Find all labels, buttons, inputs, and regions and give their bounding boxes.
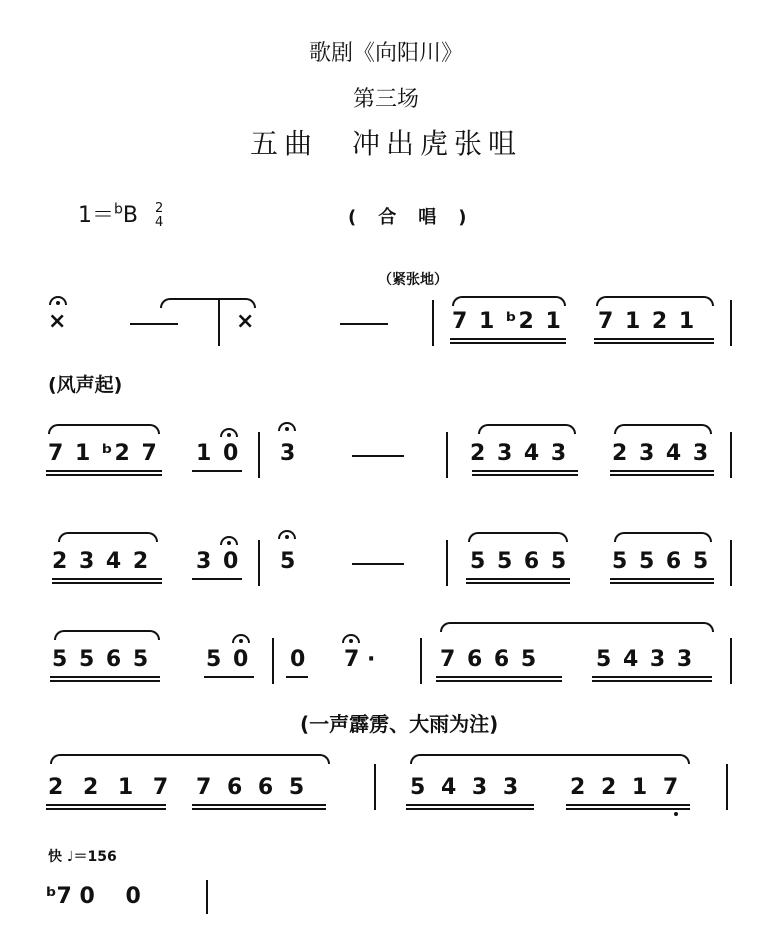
extension-dash [130, 323, 178, 325]
note-group: × [236, 309, 255, 334]
score-row-1 [0, 290, 772, 360]
note-group: 3 0 [196, 549, 241, 574]
extension-dash [352, 563, 404, 565]
note-group: 2 2 1 7 [48, 775, 175, 800]
barline [432, 300, 434, 346]
slur [160, 298, 256, 308]
fermata-icon [278, 530, 296, 539]
meter-top: 2 [154, 201, 164, 216]
slur [478, 424, 576, 434]
slur [48, 424, 160, 434]
barline [218, 300, 220, 346]
underline-double [566, 804, 690, 810]
key-flat: b [114, 201, 123, 218]
score-row-5 [0, 744, 772, 824]
fermata-icon [220, 536, 238, 545]
extension-dash [352, 455, 404, 457]
underline-double [610, 470, 714, 476]
barline [258, 432, 260, 478]
final-measure: ᵇ7 0 0 [46, 884, 141, 909]
note-group: 2 3 4 3 [470, 441, 569, 466]
underline-double [594, 338, 714, 344]
barline [258, 540, 260, 586]
barline [446, 432, 448, 478]
fermata-icon [342, 634, 360, 643]
score-row-2 [0, 418, 772, 488]
song-title: 五曲 冲出虎张咀 [249, 127, 522, 160]
tempo-marking: 快 ♩＝156 [48, 849, 117, 865]
fermata-icon [49, 296, 67, 305]
scene-title: 第三场 [352, 87, 419, 112]
key-signature [78, 198, 163, 230]
annotation-wind: (风声起) [48, 374, 123, 396]
note-group: 7 1 ᵇ2 1 [452, 309, 563, 334]
underline-double [450, 338, 566, 344]
key-prefix: 1＝ [78, 203, 114, 228]
barline [730, 638, 732, 684]
note-group: 5 5 6 5 [612, 549, 711, 574]
barline [726, 764, 728, 810]
note-group: 7 · [344, 647, 376, 672]
barline [272, 638, 274, 684]
note-group: 5 4 3 3 [596, 647, 695, 672]
fermata-icon [220, 428, 238, 437]
fermata-icon [232, 634, 250, 643]
underline-single [192, 470, 242, 472]
note-group: 7 1 2 1 [598, 309, 697, 334]
barline [420, 638, 422, 684]
extension-dash [340, 323, 388, 325]
slur [614, 532, 712, 542]
note-group: 5 5 6 5 [470, 549, 569, 574]
note-group: 5 [280, 549, 296, 574]
fermata-icon [278, 422, 296, 431]
note-group: 0 [290, 647, 306, 672]
opera-title: 歌剧《向阳川》 [308, 41, 463, 66]
barline [730, 300, 732, 346]
underline-double [406, 804, 534, 810]
slur [614, 424, 712, 434]
lower-octave-dot [674, 812, 678, 816]
note-group: 2 2 1 7 [570, 775, 683, 800]
note-group: × [48, 309, 67, 334]
underline-single [192, 578, 242, 580]
note-group: 5 5 6 5 [52, 647, 151, 672]
time-signature [155, 202, 163, 230]
underline-double [192, 804, 326, 810]
barline [730, 432, 732, 478]
note-group: 5 4 3 3 [410, 775, 523, 800]
annotation-tense: （紧张地） [378, 272, 448, 288]
slur [54, 630, 160, 640]
underline-double [46, 804, 166, 810]
underline-double [52, 578, 162, 584]
underline-single [286, 676, 308, 678]
slur [58, 532, 158, 542]
note-group: 3 [280, 441, 296, 466]
underline-double [436, 676, 562, 682]
barline [446, 540, 448, 586]
underline-single [204, 676, 254, 678]
barline [206, 880, 208, 914]
meter-bottom: 4 [154, 215, 164, 230]
underline-double [592, 676, 712, 682]
barline [730, 540, 732, 586]
underline-double [50, 676, 160, 682]
note-group: 2 3 4 3 [612, 441, 711, 466]
slur [440, 622, 714, 632]
note-group: 7 6 6 5 [440, 647, 539, 672]
note-group: 7 6 6 5 [196, 775, 309, 800]
note-group: 5 0 [206, 647, 251, 672]
underline-double [610, 578, 714, 584]
underline-double [466, 578, 570, 584]
barline [374, 764, 376, 810]
slur [452, 296, 566, 306]
score-row-4 [0, 620, 772, 700]
score-row-3 [0, 526, 772, 596]
slur [468, 532, 568, 542]
underline-double [46, 470, 162, 476]
chorus-marking: (合唱) [348, 207, 489, 228]
slur [50, 754, 330, 764]
key-note: B [122, 203, 138, 228]
slur [596, 296, 714, 306]
slur [410, 754, 690, 764]
annotation-thunder: (一声霹雳、大雨为注) [300, 712, 499, 736]
note-group: 2 3 4 2 [52, 549, 151, 574]
note-group: 1 0 [196, 441, 241, 466]
note-group: 7 1 ᵇ2 7 [48, 441, 159, 466]
underline-double [472, 470, 578, 476]
